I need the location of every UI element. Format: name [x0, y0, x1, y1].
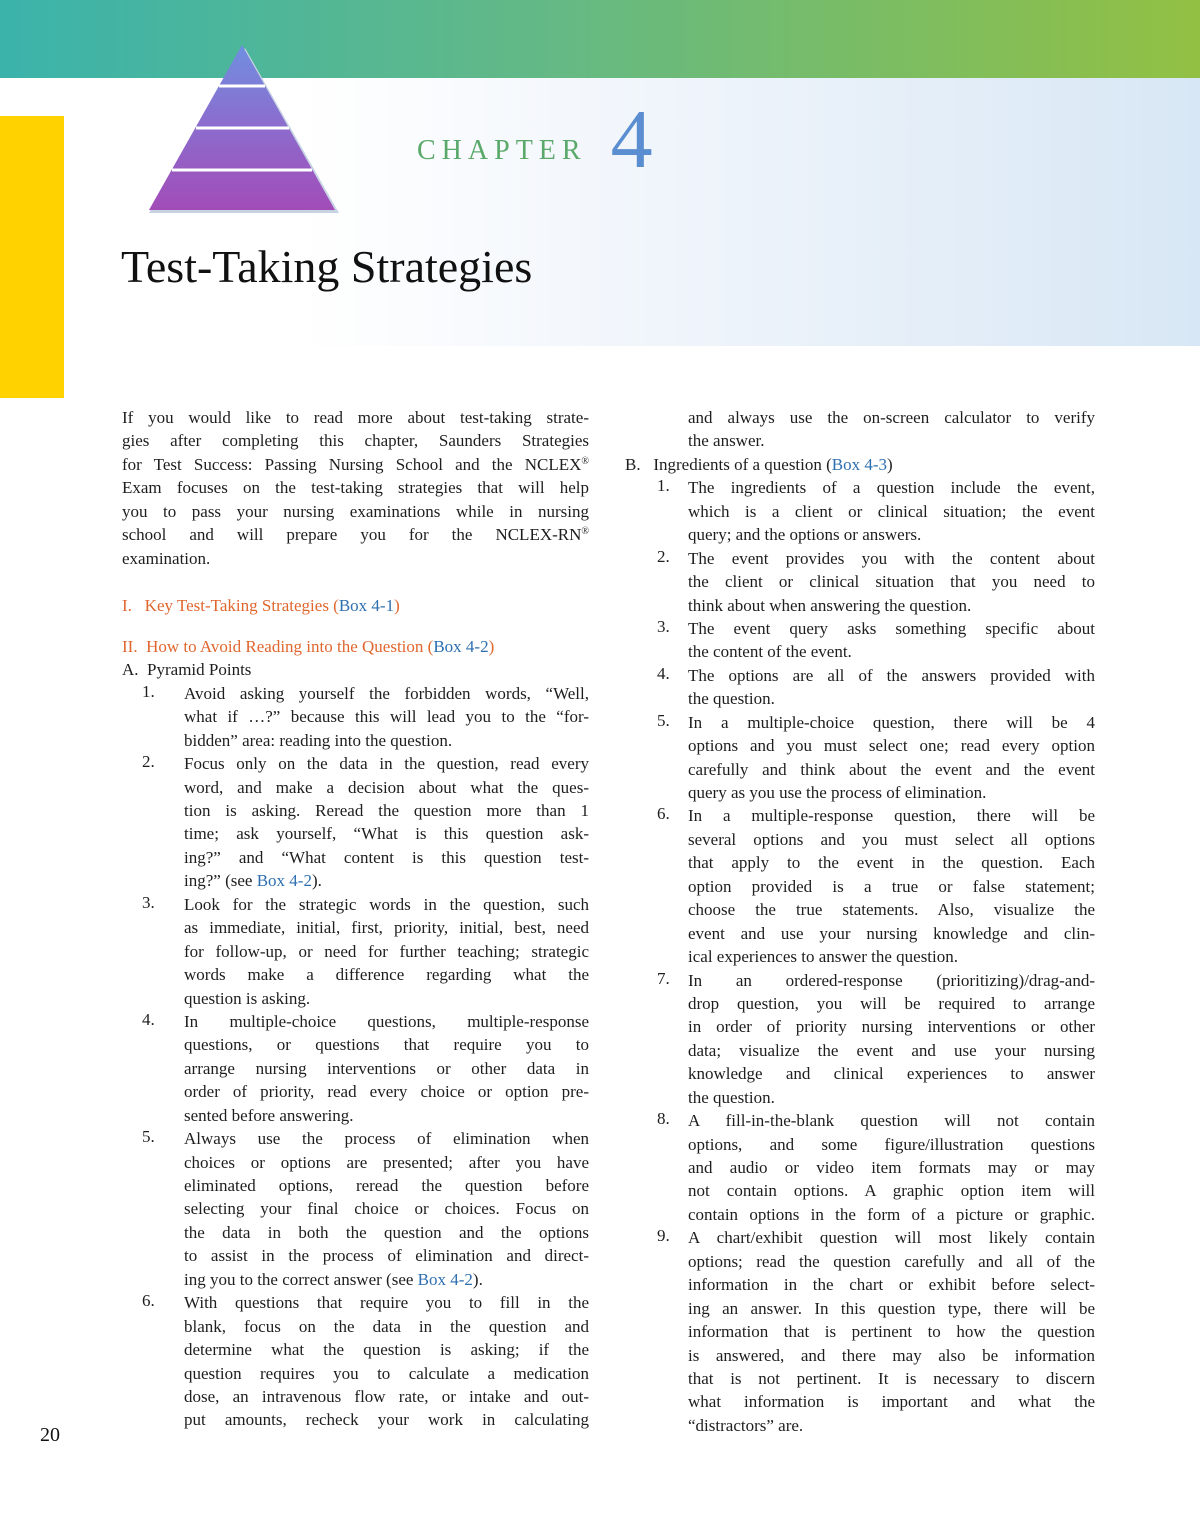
chapter-number: 4 — [610, 93, 653, 186]
registered-mark: ® — [581, 526, 589, 538]
a-list — [122, 682, 589, 1432]
list-item: 4. In multiple-choice questions, multiple-response questions, or questions that require you to arrange nursing interventions or other data in order of priority, read every choice or option pre- sented before answering. — [142, 1009, 589, 1125]
list-item: 4. The options are all of the answers provided with the question. — [657, 663, 1095, 709]
list-item: 5. Always use the process of elimination when choices or options are presented; after you have eliminated options, reread the question before selecting your final choice or choices. Focus on the data in both the question and the options to assist in the process of elimination and direct- ing you to the correct answer (see Box 4-2). — [142, 1127, 589, 1289]
section-heading-I: I. Key Test-Taking Strategies (Box 4-1) — [122, 595, 400, 615]
chapter-tab — [0, 116, 64, 398]
intro-paragraph — [122, 406, 589, 570]
box-4-1-link[interactable]: Box 4-1 — [338, 595, 395, 615]
pyramid-icon — [143, 40, 343, 215]
page-number: 20 — [40, 1424, 60, 1446]
b-list — [625, 476, 1095, 1437]
list-item: 3. Look for the strategic words in the question, such as immediate, initial, first, priority, initial, best, need for follow-up, or need for further teaching; strategic words make a difference regarding what the question is asking. — [142, 892, 589, 1008]
registered-mark: ® — [581, 455, 589, 467]
list-item: 8. A fill-in-the-blank question will not contain options, and some figure/illustration questions and audio or video item formats may or may not contain options. A graphic option item will contain options in the form of a picture or graphic. — [657, 1109, 1095, 1224]
intro-line: school and will prepare you for the NCLEX-RN® — [122, 525, 589, 545]
box-4-2-link[interactable]: Box 4-2 — [256, 871, 312, 891]
list-item: 3. The event query asks something specific about the content of the event. — [657, 616, 1095, 662]
list-item: 6. With questions that require you to fill in the blank, focus on the data in the question and determine what the question is asking; if the question requires you to calculate a medication dose, an intravenous flow rate, or intake and out- put amounts, recheck your work in calculating — [142, 1291, 589, 1430]
subsection-A: A. Pyramid Points — [122, 660, 252, 680]
list-item: 7. In an ordered-response (prioritizing)/drag-and- drop question, you will be required to arrange in order of priority nursing interventions or other data; visualize the event and use your nursing knowledge and clinical experiences to answer the question. — [657, 968, 1095, 1107]
left-column — [122, 406, 589, 1432]
list-item: 2. Focus only on the data in the question, read every word, and make a decision about what the ques- tion is asking. Reread the question more than 1 time; ask yourself, “What is this question ask- ing?” and “What content is this question test- ing?” (see Box 4-2). — [142, 752, 589, 891]
right-column — [625, 406, 1095, 1437]
box-4-3-link[interactable]: Box 4-3 — [831, 454, 888, 474]
list-item: 2. The event provides you with the content about the client or clinical situation that you need to think about when answering the question. — [657, 546, 1095, 615]
continued-line: the answer. — [688, 431, 765, 451]
intro-line: Exam focuses on the test-taking strategies that will help — [122, 478, 589, 498]
chapter-heading — [417, 92, 653, 186]
intro-line: If you would like to read more about test-taking strate- — [122, 408, 589, 427]
intro-line: examination. — [122, 548, 211, 568]
list-item: 1. Avoid asking yourself the forbidden words, “Well, what if …?” because this will lead you to the “for- bidden” area: reading into the question. — [142, 681, 589, 750]
intro-line: for Test Success: Passing Nursing School and the NCLEX® — [122, 454, 589, 474]
continued-line: and always use the on-screen calculator to verify — [688, 408, 1095, 427]
chapter-title: Test-Taking Strategies — [121, 241, 533, 292]
list-item: 1. The ingredients of a question include the event, which is a client or clinical situation; the event query; and the options or answers. — [657, 476, 1095, 545]
list-item: 5. In a multiple-choice question, there will be 4 options and you must select one; read every option carefully and think about the event and the event query as you use the process of elimination. — [657, 710, 1095, 802]
intro-line: gies after completing this chapter, Saunders Strategies — [122, 431, 589, 451]
list-item: 6. In a multiple-response question, there will be several options and you must select all options that apply to the event in the question. Each option provided is a true or false statement; choose the true statements. Also, visualize the event and use your nursing knowledge and clin- ical experiences to answer the question. — [657, 804, 1095, 967]
box-4-2-link[interactable]: Box 4-2 — [417, 1269, 473, 1289]
list-item: 9. A chart/exhibit question will most likely contain options; read the question carefully and all of the information in the chart or exhibit before select- ing an answer. In this question type, there will be information that is pertinent to how the question is answered, and there may also be information that is not pertinent. It is necessary to discern what information is important and what the “distractors” are. — [657, 1226, 1095, 1435]
box-4-2-link[interactable]: Box 4-2 — [433, 636, 489, 656]
intro-line: you to pass your nursing examinations while in nursing — [122, 501, 589, 521]
subsection-B: B. Ingredients of a question (Box 4-3) — [625, 454, 893, 474]
section-heading-II: II. How to Avoid Reading into the Question (Box 4-2) — [122, 636, 495, 656]
chapter-label: CHAPTER — [417, 135, 587, 166]
